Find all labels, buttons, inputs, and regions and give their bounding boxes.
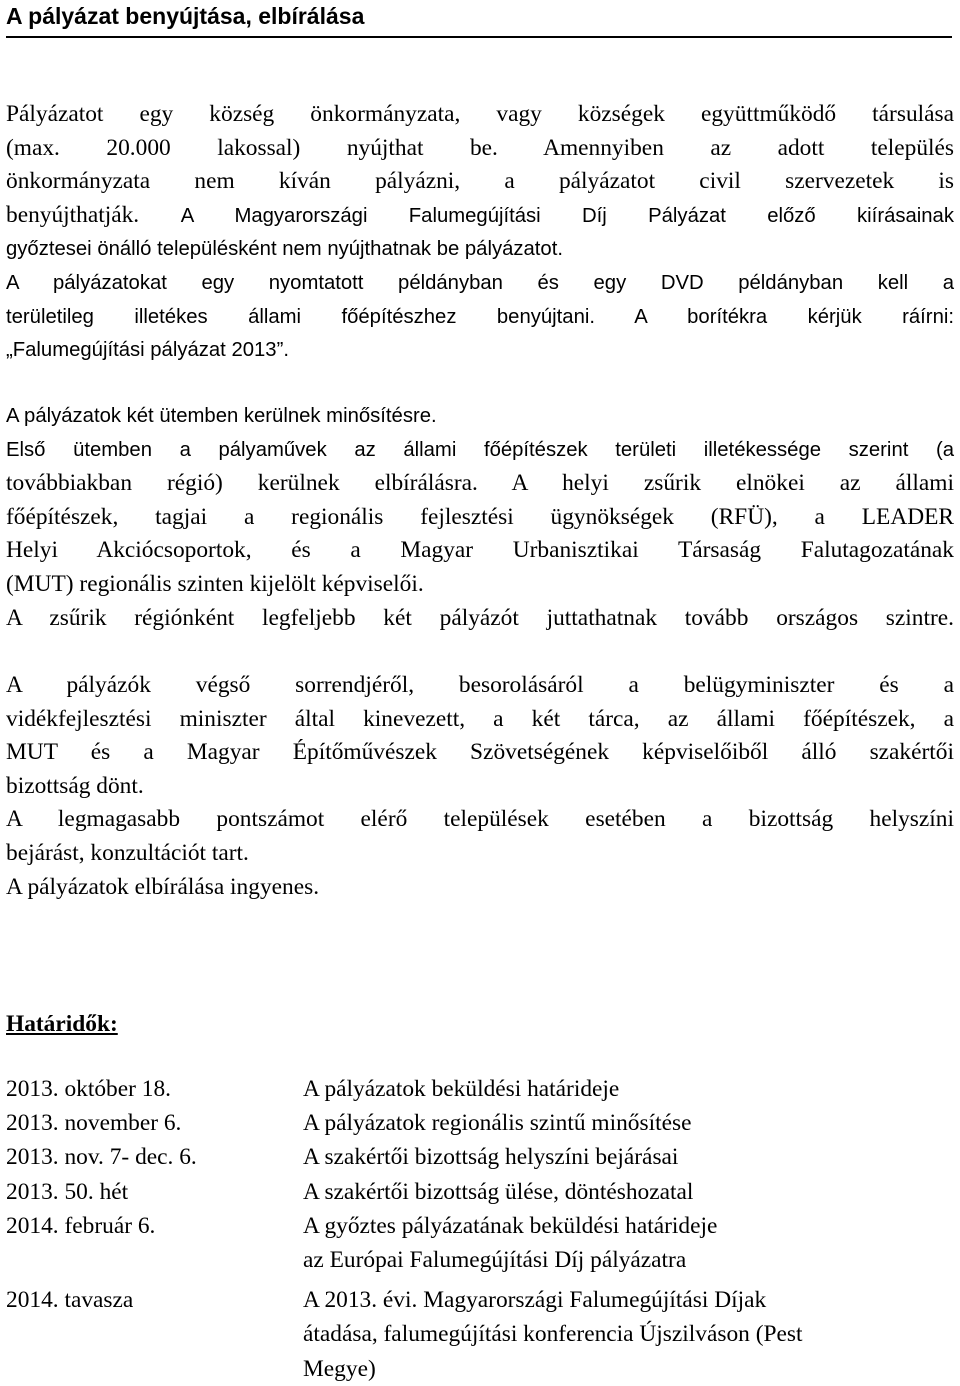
- text-line: vidékfejlesztési miniszter által kinevezett, a két tárca, az állami főépítészek, a: [6, 705, 954, 732]
- deadlines-list: [6, 1072, 954, 1386]
- deadline-description-continued: Megye): [303, 1355, 376, 1382]
- deadline-description: A szakértői bizottság helyszíni bejárásai: [303, 1144, 679, 1171]
- deadline-row: [6, 1072, 954, 1106]
- deadline-row: [6, 1140, 954, 1174]
- text-line: A legmagasabb pontszámot elérő települések esetében a bizottság helyszíni: [6, 806, 954, 833]
- deadline-date: 2013. 50. hét: [6, 1178, 129, 1205]
- text-line: A pályázók végső sorrendjéről, besorolásáról a belügyminiszter és a: [6, 672, 954, 698]
- deadline-description-continued: átadása, falumegújítási konferencia Újszilváson (Pest: [303, 1321, 803, 1348]
- text-segment: benyújthatják.: [6, 201, 140, 228]
- text-line: főépítészek, tagjai a regionális fejlesztési ügynökségek (RFÜ), a LEADER: [6, 503, 954, 530]
- text-line: Első ütemben a pályaművek az állami főépítészek területi illetékessége szerint (a: [6, 438, 954, 461]
- text-line: A zsűrik régiónként legfeljebb két pályázót juttathatnak tovább országos szintre.: [6, 604, 954, 631]
- deadline-description: A pályázatok regionális szintű minősítése: [303, 1110, 692, 1137]
- page-title: A pályázat benyújtása, elbírálása: [6, 3, 365, 29]
- deadline-date: 2013. nov. 7- dec. 6.: [6, 1144, 197, 1171]
- deadline-date: 2013. október 18.: [6, 1076, 172, 1102]
- deadline-description: A 2013. évi. Magyarországi Falumegújítási Díjak: [303, 1287, 767, 1314]
- text-line: [6, 199, 954, 234]
- paragraph-final-decision: [6, 669, 954, 904]
- deadline-row: [6, 1175, 954, 1209]
- text-line: (max. 20.000 lakossal) nyújthat be. Amennyiben az adott település: [6, 134, 954, 161]
- text-line: (MUT) regionális szinten kijelölt képviselői.: [6, 570, 424, 597]
- deadline-description-continued: az Európai Falumegújítási Díj pályázatra: [303, 1247, 687, 1274]
- text-line: területileg illetékes állami főépítészhez benyújtani. A borítékra kérjük ráírni:: [6, 305, 954, 328]
- text-line: A pályázatok két ütemben kerülnek minősítésre.: [6, 405, 437, 427]
- deadline-description: A szakértői bizottság ülése, döntéshozatal: [303, 1178, 694, 1205]
- deadline-date: 2013. november 6.: [6, 1110, 182, 1137]
- deadline-row: [6, 1283, 954, 1317]
- deadline-row: [6, 1106, 954, 1140]
- paragraph-evaluation: [6, 400, 954, 635]
- text-line: Pályázatot egy község önkormányzata, vagy községek együttműködő társulása: [6, 101, 954, 127]
- deadline-description: A pályázatok beküldési határideje: [303, 1076, 620, 1102]
- text-line: A pályázatok elbírálása ingyenes.: [6, 873, 320, 900]
- text-line: bejárást, konzultációt tart.: [6, 839, 249, 866]
- deadline-date: 2014. február 6.: [6, 1212, 156, 1239]
- deadline-row: [6, 1209, 954, 1243]
- paragraph-eligibility: [6, 98, 954, 368]
- text-line: A pályázatokat egy nyomtatott példányban és egy DVD példányban kell a: [6, 271, 954, 294]
- text-line: önkormányzata nem kíván pályázni, a pályázatot civil szervezetek is: [6, 168, 954, 195]
- deadlines-heading: Határidők:: [6, 1011, 118, 1037]
- text-segment: A Magyarországi Falumegújítási Díj Pályázat előző kiírásainak: [180, 204, 954, 227]
- text-line: bizottság dönt.: [6, 772, 144, 799]
- text-line: Helyi Akciócsoportok, és a Magyar Urbanisztikai Társaság Falutagozatának: [6, 537, 954, 564]
- deadline-date: 2014. tavasza: [6, 1287, 134, 1314]
- deadline-description: A győztes pályázatának beküldési határideje: [303, 1212, 718, 1239]
- text-line: „Falumegújítási pályázat 2013”.: [6, 339, 289, 362]
- title-underline: [6, 36, 952, 38]
- text-line: továbbiakban régió) kerülnek elbírálásra. A helyi zsűrik elnökei az állami: [6, 470, 954, 497]
- text-line: győztesei önálló településként nem nyújthatnak be pályázatot.: [6, 238, 563, 261]
- text-line: MUT és a Magyar Építőművészek Szövetségének képviselőiből álló szakértői: [6, 739, 954, 766]
